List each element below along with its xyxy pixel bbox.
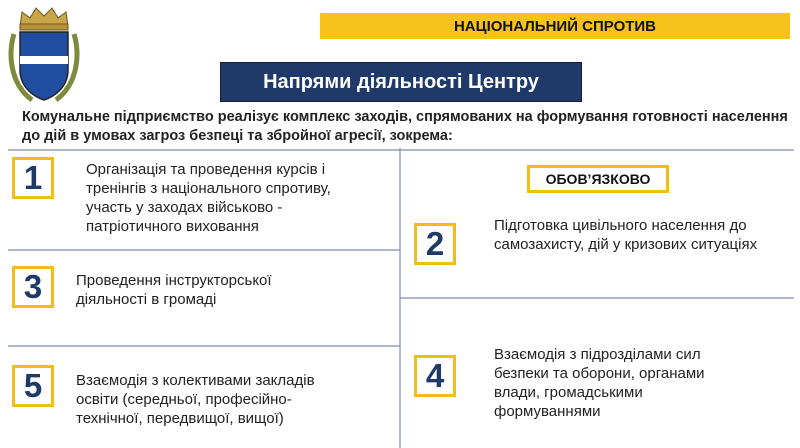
- item-text: Проведення інструкторської діяльності в громаді: [76, 272, 272, 308]
- item-number-box: 4: [414, 355, 456, 397]
- mandatory-label: ОБОВ’ЯЗКОВО: [527, 165, 669, 193]
- item-number-box: 2: [414, 223, 456, 265]
- item-number-box: 1: [12, 157, 54, 199]
- intro-paragraph: Комунальне підприємство реалізує комплекс заходів, спрямованих на формування готовності населення до дій в умовах загроз безпеці та збройної агресії, зокрема:: [22, 109, 788, 144]
- city-coat-of-arms: [6, 4, 82, 106]
- item-text: Організація та проведення курсів і тренінгів з національного спротиву, участь у заходах військово - патріотичного виховання: [86, 161, 331, 235]
- item-number-box: 5: [12, 365, 54, 407]
- item-text: Взаємодія з підрозділами сил безпеки та оборони, органами влади, громадськими формуваннями: [494, 346, 705, 420]
- national-resistance-banner: НАЦІОНАЛЬНИЙ СПРОТИВ: [320, 13, 790, 39]
- item-text: Взаємодія з колективами закладів освіти (середньої, професійно-технічної, передвищої, вищої): [76, 372, 315, 427]
- page-title: Напрями діяльності Центру: [220, 62, 582, 102]
- item-number-box: 3: [12, 266, 54, 308]
- item-text: Підготовка цивільного населення до самозахисту, дій у кризових ситуаціях: [494, 217, 758, 253]
